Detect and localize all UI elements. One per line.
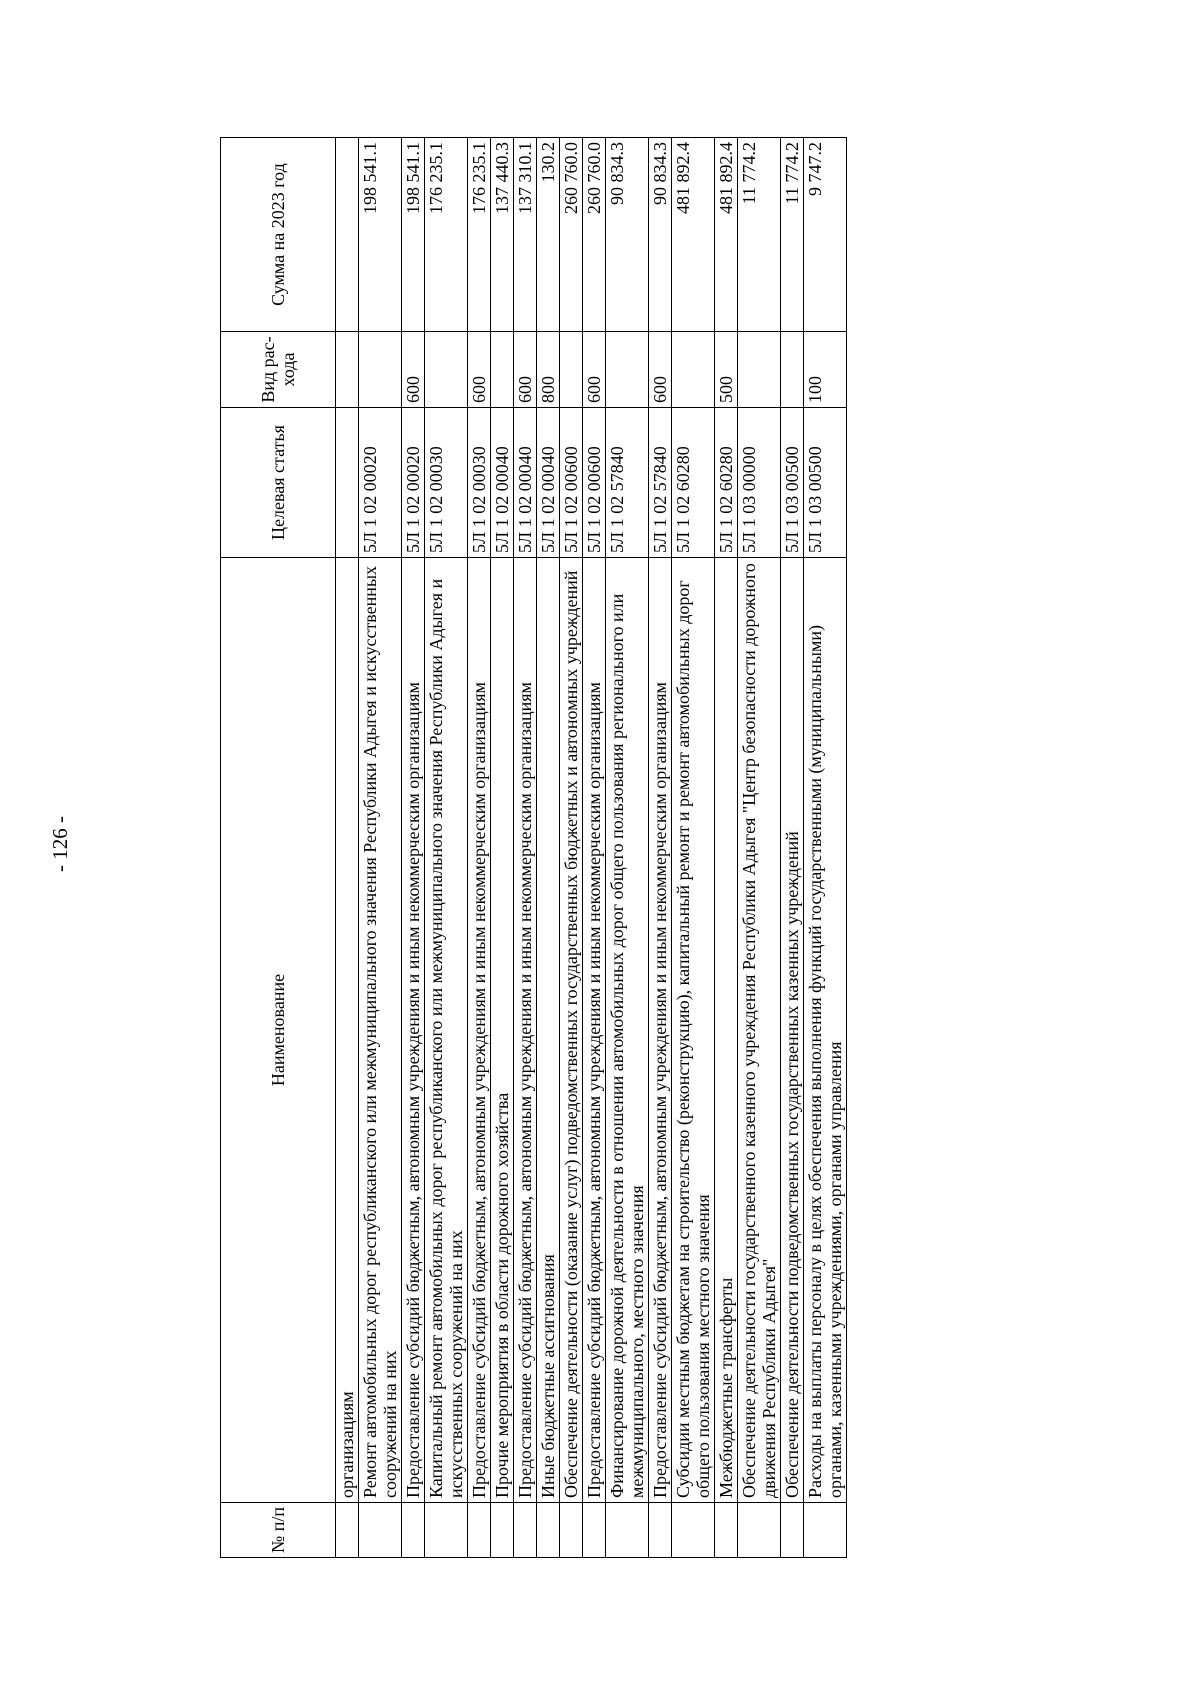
cell-type bbox=[672, 332, 715, 408]
table-row bbox=[560, 138, 583, 1558]
table-row bbox=[649, 138, 672, 1558]
cell-sum: 198 541.1 bbox=[359, 138, 402, 332]
cell-sum: 176 235.1 bbox=[425, 138, 468, 332]
cell-type bbox=[738, 332, 781, 408]
cell-name: организациям bbox=[336, 558, 359, 1503]
cell-type: 100 bbox=[804, 332, 847, 408]
table-row bbox=[715, 138, 738, 1558]
cell-sum: 481 892.4 bbox=[715, 138, 738, 332]
cell-code: 5Л 1 02 00600 bbox=[583, 408, 606, 558]
cell-name: Субсидии местным бюджетам на строительство (реконструкцию), капитальный ремонт и ремонт автомобильных дорог общего пользования местного значения bbox=[672, 558, 715, 1503]
cell-type: 600 bbox=[514, 332, 537, 408]
cell-code: 5Л 1 02 00020 bbox=[402, 408, 425, 558]
cell-no bbox=[649, 1503, 672, 1558]
cell-name: Предоставление субсидий бюджетным, автономным учреждениям и иным некоммерческим организациям bbox=[649, 558, 672, 1503]
cell-no bbox=[468, 1503, 491, 1558]
table-row bbox=[425, 138, 468, 1558]
cell-name: Обеспечение деятельности (оказание услуг) подведомственных государственных бюджетных и автономных учреждений bbox=[560, 558, 583, 1503]
document-page-rotated bbox=[220, 138, 1060, 1558]
cell-type bbox=[606, 332, 649, 408]
cell-type: 600 bbox=[649, 332, 672, 408]
cell-no bbox=[560, 1503, 583, 1558]
cell-no bbox=[781, 1503, 804, 1558]
cell-sum: 130.2 bbox=[537, 138, 560, 332]
table-row bbox=[491, 138, 514, 1558]
cell-sum: 260 760.0 bbox=[583, 138, 606, 332]
cell-code: 5Л 1 02 00040 bbox=[514, 408, 537, 558]
table-row bbox=[606, 138, 649, 1558]
table-row bbox=[468, 138, 491, 1558]
cell-name: Расходы на выплаты персоналу в целях обеспечения выполнения функций государственными (муниципальными) органами, казенными учреждениями, органами управления bbox=[804, 558, 847, 1503]
cell-code: 5Л 1 02 57840 bbox=[649, 408, 672, 558]
cell-code: 5Л 1 02 00040 bbox=[537, 408, 560, 558]
cell-sum: 9 747.2 bbox=[804, 138, 847, 332]
table-row bbox=[781, 138, 804, 1558]
cell-sum: 481 892.4 bbox=[672, 138, 715, 332]
table-row bbox=[537, 138, 560, 1558]
cell-no bbox=[738, 1503, 781, 1558]
table-row bbox=[672, 138, 715, 1558]
cell-name: Обеспечение деятельности подведомственных государственных казенных учреждений bbox=[781, 558, 804, 1503]
cell-sum bbox=[336, 138, 359, 332]
cell-type bbox=[560, 332, 583, 408]
cell-type bbox=[336, 332, 359, 408]
cell-name: Иные бюджетные ассигнования bbox=[537, 558, 560, 1503]
cell-no bbox=[491, 1503, 514, 1558]
cell-sum: 176 235.1 bbox=[468, 138, 491, 332]
table-row bbox=[738, 138, 781, 1558]
cell-name: Прочие мероприятия в области дорожного хозяйства bbox=[491, 558, 514, 1503]
cell-sum: 198 541.1 bbox=[402, 138, 425, 332]
cell-no bbox=[606, 1503, 649, 1558]
cell-type bbox=[491, 332, 514, 408]
cell-no bbox=[359, 1503, 402, 1558]
header-code: Целевая статья bbox=[221, 408, 336, 558]
table-row bbox=[402, 138, 425, 1558]
cell-no bbox=[537, 1503, 560, 1558]
cell-code: 5Л 1 02 00020 bbox=[359, 408, 402, 558]
cell-code: 5Л 1 02 60280 bbox=[715, 408, 738, 558]
cell-sum: 137 310.1 bbox=[514, 138, 537, 332]
cell-code: 5Л 1 02 60280 bbox=[672, 408, 715, 558]
cell-no bbox=[402, 1503, 425, 1558]
cell-no bbox=[672, 1503, 715, 1558]
cell-type bbox=[425, 332, 468, 408]
cell-sum: 90 834.3 bbox=[606, 138, 649, 332]
cell-name: Предоставление субсидий бюджетным, автономным учреждениям и иным некоммерческим организациям bbox=[468, 558, 491, 1503]
cell-code: 5Л 1 03 00500 bbox=[804, 408, 847, 558]
cell-code bbox=[336, 408, 359, 558]
cell-sum: 137 440.3 bbox=[491, 138, 514, 332]
header-sum: Сумма на 2023 год bbox=[221, 138, 336, 332]
cell-name: Предоставление субсидий бюджетным, автономным учреждениям и иным некоммерческим организациям bbox=[514, 558, 537, 1503]
cell-no bbox=[715, 1503, 738, 1558]
cell-name: Предоставление субсидий бюджетным, автономным учреждениям и иным некоммерческим организациям bbox=[583, 558, 606, 1503]
header-no: № п/п bbox=[221, 1503, 336, 1558]
cell-code: 5Л 1 02 00040 bbox=[491, 408, 514, 558]
cell-code: 5Л 1 02 00030 bbox=[425, 408, 468, 558]
cell-sum: 90 834.3 bbox=[649, 138, 672, 332]
table-row bbox=[359, 138, 402, 1558]
cell-name: Финансирование дорожной деятельности в отношении автомобильных дорог общего пользования регионального или межмуниципального, местного значения bbox=[606, 558, 649, 1503]
header-type: Вид рас-хода bbox=[221, 332, 336, 408]
cell-no bbox=[804, 1503, 847, 1558]
cell-sum: 11 774.2 bbox=[738, 138, 781, 332]
cell-no bbox=[583, 1503, 606, 1558]
cell-type: 600 bbox=[583, 332, 606, 408]
cell-name: Предоставление субсидий бюджетным, автономным учреждениям и иным некоммерческим организациям bbox=[402, 558, 425, 1503]
cell-name: Обеспечение деятельности государственного казенного учреждения Республики Адыгея "Центр безопасности дорожного движения Республики Адыгея" bbox=[738, 558, 781, 1503]
table-row bbox=[514, 138, 537, 1558]
table-header-row bbox=[221, 138, 336, 1558]
cell-type: 600 bbox=[402, 332, 425, 408]
cell-sum: 11 774.2 bbox=[781, 138, 804, 332]
cell-code: 5Л 1 03 00000 bbox=[738, 408, 781, 558]
table-row bbox=[804, 138, 847, 1558]
cell-name: Капитальный ремонт автомобильных дорог республиканского или межмуниципального значения Республики Адыгея и искусственных сооружений на них bbox=[425, 558, 468, 1503]
table-row bbox=[336, 138, 359, 1558]
page-number: - 126 - bbox=[48, 816, 72, 872]
cell-code: 5Л 1 02 00600 bbox=[560, 408, 583, 558]
cell-no bbox=[514, 1503, 537, 1558]
cell-name: Ремонт автомобильных дорог республиканского или межмуниципального значения Республики Адыгея и искусственных сооружений на них bbox=[359, 558, 402, 1503]
cell-code: 5Л 1 03 00500 bbox=[781, 408, 804, 558]
cell-sum: 260 760.0 bbox=[560, 138, 583, 332]
header-name: Наименование bbox=[221, 558, 336, 1503]
cell-type: 600 bbox=[468, 332, 491, 408]
cell-no bbox=[336, 1503, 359, 1558]
cell-code: 5Л 1 02 57840 bbox=[606, 408, 649, 558]
table-row bbox=[583, 138, 606, 1558]
cell-type bbox=[359, 332, 402, 408]
cell-name: Межбюджетные трансферты bbox=[715, 558, 738, 1503]
cell-no bbox=[425, 1503, 468, 1558]
cell-type: 500 bbox=[715, 332, 738, 408]
table-body bbox=[336, 138, 847, 1558]
budget-table bbox=[220, 137, 847, 1558]
cell-type: 800 bbox=[537, 332, 560, 408]
cell-code: 5Л 1 02 00030 bbox=[468, 408, 491, 558]
cell-type bbox=[781, 332, 804, 408]
